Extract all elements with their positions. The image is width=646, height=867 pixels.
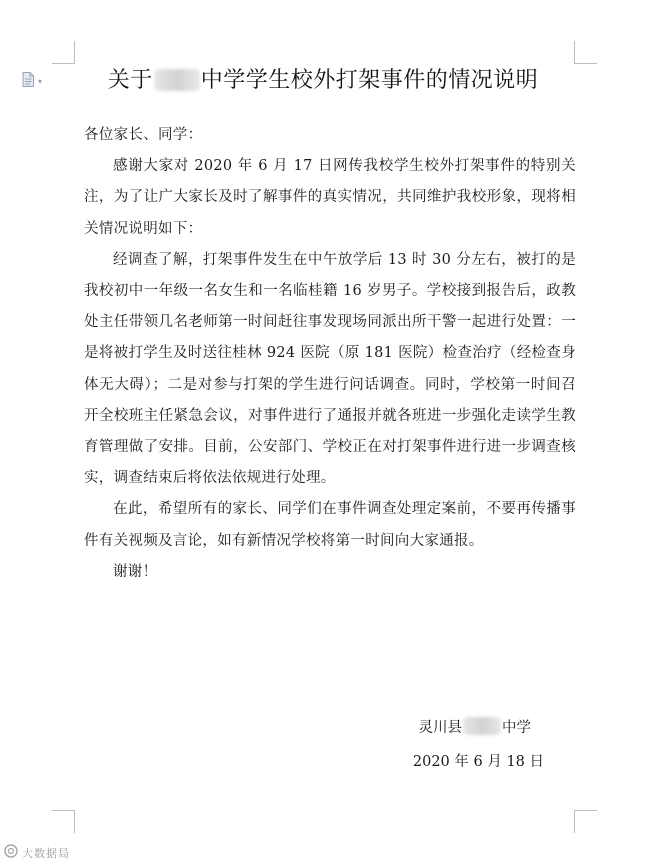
watermark	[4, 844, 70, 861]
document-title	[0, 63, 646, 94]
crop-mark-top-left	[52, 41, 75, 64]
camera-lens-icon	[4, 844, 18, 861]
paragraph-appeal: 在此，希望所有的家长、同学们在事件调查处理定案前，不要再传播事件有关视频及言论，如有新情况学校将第一时间向大家通报。	[84, 501, 576, 549]
title-prefix: 关于	[107, 68, 153, 93]
redacted-school-name	[154, 69, 200, 91]
paragraph-investigation: 经调查了解，打架事件发生在中午放学后 13 时 30 分左右，被打的是我校初中一年级一名女生和一名临桂籍 16 岁男子。学校接到报告后，政教处主任带领几名老师第一时间赶往事发现场同派出所干警一起进行处置：一是将被打学生及时送往桂林 924 医院（原 181 医院）检查治疗（经检查身体无大碍）；二是对参与打架的学生进行问话调查。同时，学校第一时间召开全校班主任紧急会议，对事件进行了通报并就各班进一步强化走读学生教育管理做了安排。目前，公安部门、学校正在对打架事件进行进一步调查核实，调查结束后将依法依规进行处理。	[84, 251, 576, 487]
document-body	[84, 120, 576, 588]
redacted-school-name-signature	[463, 717, 501, 735]
greeting: 各位家长、同学：	[84, 127, 203, 143]
crop-mark-bottom-right	[574, 810, 597, 833]
signature-school-suffix: 中学	[502, 720, 531, 736]
title-suffix: 中学学生校外打架事件的情况说明	[200, 68, 539, 93]
crop-mark-bottom-left	[52, 810, 75, 833]
watermark-text: 大数据局	[22, 846, 70, 860]
signature-school-prefix: 灵川县	[418, 720, 462, 736]
signature-date: 2020 年 6 月 18 日	[412, 754, 544, 770]
caret-down-icon: ▾	[38, 77, 43, 86]
paragraph-thanks: 谢谢！	[113, 563, 158, 580]
crop-mark-top-right	[574, 41, 597, 64]
paragraph-intro: 感谢大家对 2020 年 6 月 17 日网传我校学生校外打架事件的特别关注，为了让广大家长及时了解事件的真实情况，共同维护我校形象，现将相关情况说明如下：	[84, 158, 576, 237]
signature-school	[0, 716, 531, 737]
